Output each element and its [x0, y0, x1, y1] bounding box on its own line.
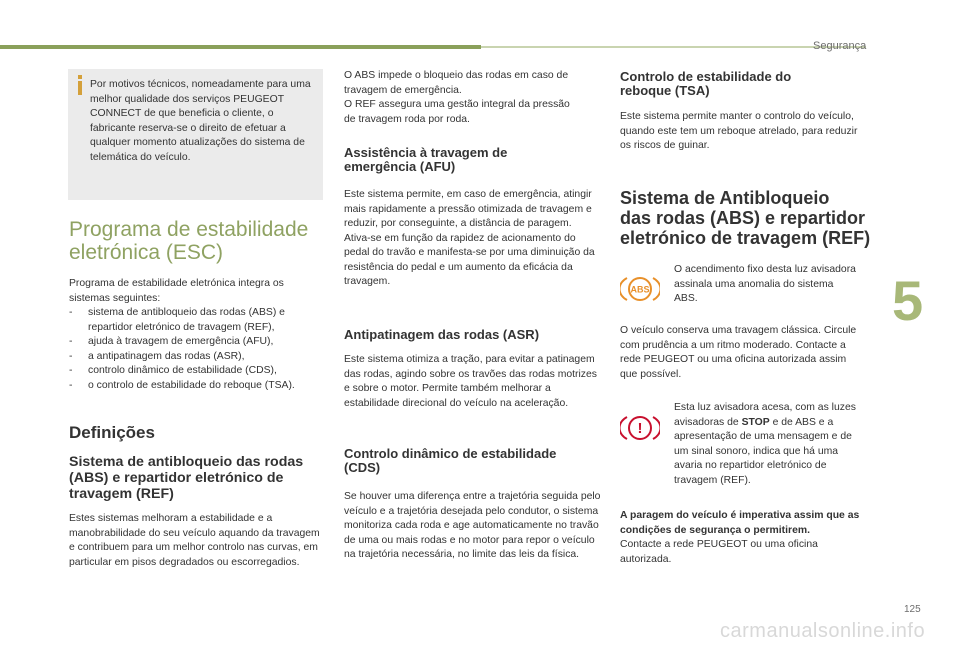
- definitions-heading: Definições: [69, 423, 155, 442]
- list-item: [69, 306, 327, 335]
- list-dash: -: [69, 379, 73, 391]
- list-dash: -: [69, 307, 73, 318]
- list-item: [69, 350, 327, 365]
- stop-text-pre: Esta luz avisadora acesa, com as luzes avisadoras de: [674, 402, 856, 428]
- abs-title-line2: (ABS) e repartidor eletrónico de: [69, 470, 284, 486]
- afu-paragraph-1: Este sistema permite, em caso de emergência, atingir mais rapidamente a pressão otimizada de travagem e reduzir, por conseguinte, a distância de paragem.: [344, 189, 592, 229]
- esc-title-line1: Programa de estabilidade: [69, 218, 309, 241]
- abs-big-title-line1: Sistema de Antibloqueio: [620, 188, 830, 208]
- tsa-title-line1: Controlo de estabilidade do: [620, 69, 792, 84]
- list-item: [69, 364, 327, 379]
- list-item-text: sistema de antibloqueio das rodas (ABS) e: [88, 307, 285, 318]
- info-text: Por motivos técnicos, nomeadamente para uma melhor qualidade dos serviços PEUGEOT CONNECT de que beneficia o cliente, o fabricante reserva-se o direito de efetuar a qualquer momento atualizações do sistema de telemática do veículo.: [90, 79, 311, 163]
- esc-title-line2: eletrónica (ESC): [69, 241, 224, 264]
- header-bar: [0, 45, 481, 49]
- abs-ref-line3: O REF assegura uma gestão integral da pressão: [344, 99, 570, 110]
- abs-big-title-line2: das rodas (ABS) e repartidor: [620, 208, 866, 228]
- abs-ref-line2: travagem de emergência.: [344, 84, 462, 96]
- abs-warning-icon: [620, 274, 660, 304]
- afu-title: [344, 146, 604, 174]
- stop-text: [674, 401, 864, 488]
- list-dash: -: [69, 336, 73, 347]
- abs-ref-line4: de travagem roda por roda.: [344, 113, 470, 125]
- section-label: Segurança: [813, 40, 867, 52]
- tsa-title: [620, 70, 880, 98]
- definitions-title: [69, 423, 155, 442]
- chapter-tab: [892, 268, 940, 348]
- asr-paragraph: Este sistema otimiza a tração, para evitar a patinagem das rodas, agindo sobre os travões das rodas motrizes e sobre o motor. Permite também melhorar a estabilidade direcional do veículo na aceleração.: [344, 354, 597, 409]
- list-item-text: repartidor eletrónico de travagem (REF),: [88, 321, 275, 333]
- abs-icon-text: [674, 263, 859, 307]
- esc-title: [69, 218, 329, 264]
- abs-icon-label: ABS: [630, 284, 650, 295]
- esc-body: [69, 277, 327, 393]
- abs-paragraph: Estes sistemas melhoram a estabilidade e a manobrabilidade do seu veículo aquando da travagem e contribuem para um melhor controlo nas curvas, em particular em pisos degradados ou escorregadios.: [69, 513, 320, 568]
- cds-text: [344, 490, 602, 563]
- list-item: [69, 335, 327, 350]
- afu-text: [344, 188, 602, 290]
- afu-paragraph-2: Ativa-se em função da rapidez de acionamento do pedal do travão e manifesta-se por uma diminuição da resistência do pedal e um aumento da eficácia da travagem.: [344, 232, 595, 287]
- esc-intro: Programa de estabilidade eletrónica integra os sistemas seguintes:: [69, 278, 284, 304]
- afu-title-line1: Assistência à travagem de: [344, 145, 508, 160]
- info-icon: [74, 75, 86, 95]
- asr-text: [344, 353, 598, 411]
- asr-heading: Antipatinagem das rodas (ASR): [344, 327, 540, 342]
- abs-ref-line1: O ABS impede o bloqueio das rodas em caso de: [344, 70, 569, 81]
- info-box: [68, 69, 323, 200]
- abs-big-title: [620, 188, 885, 248]
- stop-text-post: e de ABS e a apresentação de uma mensagem e de um sinal sonoro, indica que há uma avaria no repartidor eletrónico de travagem (REF).: [674, 416, 852, 486]
- abs-title: [69, 454, 334, 502]
- header-bar-thin: [481, 46, 866, 48]
- list-item-text: ajuda à travagem de emergência (AFU),: [88, 336, 274, 347]
- list-item-text: a antipatinagem das rodas (ASR),: [88, 350, 245, 362]
- stop-paragraph: [674, 401, 864, 488]
- brake-warning-icon: [620, 413, 660, 443]
- list-dash: -: [69, 365, 73, 376]
- cds-title: [344, 447, 606, 475]
- page-number: 125: [904, 604, 921, 615]
- cds-title-line1: Controlo dinâmico de estabilidade: [344, 446, 557, 461]
- list-dash: -: [69, 350, 73, 362]
- cds-title-line2: (CDS): [344, 460, 381, 475]
- abs-follow-text: [620, 324, 865, 382]
- cds-paragraph: Se houver uma diferença entre a trajetória seguida pelo veículo e a trajetória desejada pelo condutor, o sistema monitoriza cada roda e age automaticamente no travão de uma ou mais rodas e no motor para repor o veículo na trajetória necessária, no limite das leis da física.: [344, 491, 601, 560]
- list-item-text: o controlo de estabilidade do reboque (TSA).: [88, 379, 295, 391]
- abs-ref-text: [344, 69, 606, 127]
- bold-warning: A paragem do veículo é imperativa assim que as condições de segurança o permitirem.: [620, 510, 860, 536]
- contact-text: Contacte a rede PEUGEOT ou uma oficina autorizada.: [620, 539, 818, 565]
- afu-title-line2: emergência (AFU): [344, 159, 456, 174]
- abs-follow-paragraph: O veículo conserva uma travagem clássica. Circule com prudência a um ritmo moderado. Contacte a rede PEUGEOT ou uma oficina autorizada assim que possível.: [620, 325, 857, 380]
- stop-warning: [620, 509, 872, 567]
- abs-title-line3: travagem (REF): [69, 486, 174, 502]
- stop-icon-label: !: [637, 420, 643, 437]
- abs-text: [69, 512, 327, 570]
- abs-big-title-line3: eletrónico de travagem (REF): [620, 228, 871, 248]
- list-item-text: controlo dinâmico de estabilidade (CDS),: [88, 365, 277, 376]
- tsa-title-line2: reboque (TSA): [620, 83, 710, 98]
- stop-word: STOP: [741, 416, 770, 428]
- chapter-number: 5: [892, 269, 924, 332]
- abs-title-line1: Sistema de antibloqueio das rodas: [69, 454, 304, 470]
- abs-icon-paragraph: O acendimento fixo desta luz avisadora assinala uma anomalia do sistema ABS.: [674, 264, 856, 304]
- tsa-text: [620, 110, 865, 154]
- list-item: [69, 379, 327, 394]
- asr-title: [344, 328, 604, 342]
- watermark: carmanualsonline.info: [720, 620, 926, 642]
- tsa-paragraph: Este sistema permite manter o controlo do veículo, quando este tem um reboque atrelado, para reduzir os riscos de guinar.: [620, 111, 858, 151]
